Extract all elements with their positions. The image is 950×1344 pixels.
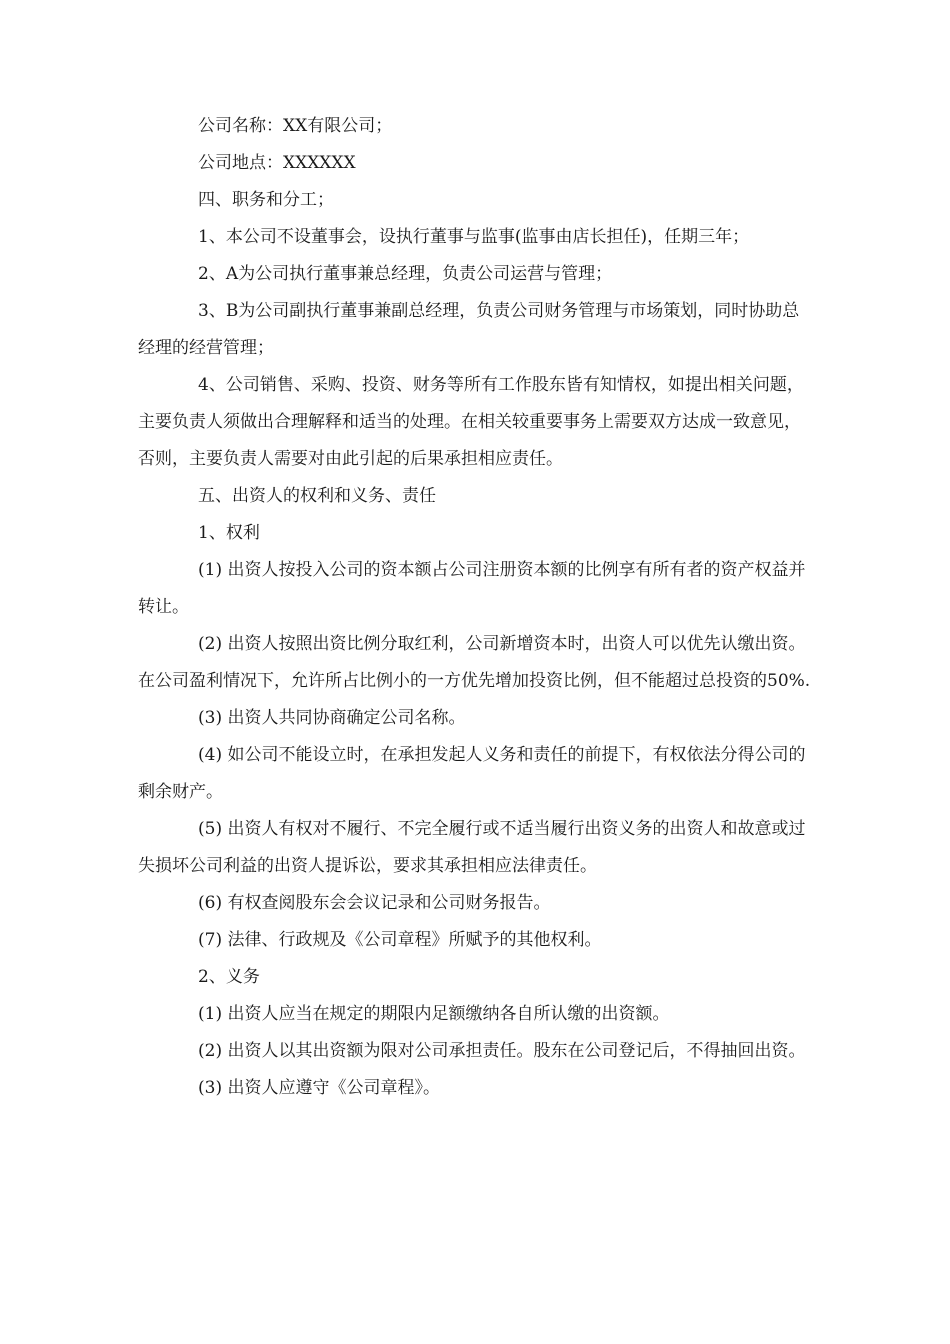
paragraph-duty-1: 1、本公司不设董事会，设执行董事与监事(监事由店长担任)，任期三年； xyxy=(198,227,750,247)
subsection-heading-obligations: 2、义务 xyxy=(198,967,260,987)
paragraph-obligation-3: (3) 出资人应遵守《公司章程》。 xyxy=(198,1078,440,1098)
document-body xyxy=(138,108,814,1107)
paragraph-right-6: (6) 有权查阅股东会会议记录和公司财务报告。 xyxy=(198,893,551,913)
paragraph-duty-3: 3、B为公司副执行董事兼副总经理，负责公司财务管理与市场策划，同时协助总经理的经营管理； xyxy=(138,301,800,358)
paragraph-right-1: (1) 出资人按投入公司的资本额占公司注册资本额的比例享有所有者的资产权益并转让。 xyxy=(138,560,806,617)
paragraph-company-name: 公司名称：XX有限公司； xyxy=(198,116,393,136)
paragraph-right-3: (3) 出资人共同协商确定公司名称。 xyxy=(198,708,466,728)
paragraph-obligation-1: (1) 出资人应当在规定的期限内足额缴纳各自所认缴的出资额。 xyxy=(198,1004,670,1024)
paragraph-duty-2: 2、A为公司执行董事兼总经理，负责公司运营与管理； xyxy=(198,264,613,284)
paragraph-obligation-2: (2) 出资人以其出资额为限对公司承担责任。股东在公司登记后，不得抽回出资。 xyxy=(198,1041,806,1061)
paragraph-right-4: (4) 如公司不能设立时，在承担发起人义务和责任的前提下，有权依法分得公司的剩余财产。 xyxy=(138,745,806,802)
subsection-heading-rights: 1、权利 xyxy=(198,523,260,543)
paragraph-company-location: 公司地点：XXXXXX xyxy=(198,153,356,173)
paragraph-right-7: (7) 法律、行政规及《公司章程》所赋予的其他权利。 xyxy=(198,930,602,950)
section-heading-investor-rights: 五、出资人的权利和义务、责任 xyxy=(198,486,436,506)
section-heading-duties: 四、职务和分工； xyxy=(198,190,334,210)
paragraph-right-5: (5) 出资人有权对不履行、不完全履行或不适当履行出资义务的出资人和故意或过失损坏公司利益的出资人提诉讼，要求其承担相应法律责任。 xyxy=(138,819,806,876)
paragraph-duty-4: 4、公司销售、采购、投资、财务等所有工作股东皆有知情权，如提出相关问题，主要负责人须做出合理解释和适当的处理。在相关较重要事务上需要双方达成一致意见，否则，主要负责人需要对由此引起的后果承担相应责任。 xyxy=(138,375,804,469)
paragraph-right-2: (2) 出资人按照出资比例分取红利，公司新增资本时，出资人可以优先认缴出资。在公司盈利情况下，允许所占比例小的一方优先增加投资比例，但不能超过总投资的50%. xyxy=(138,634,811,691)
